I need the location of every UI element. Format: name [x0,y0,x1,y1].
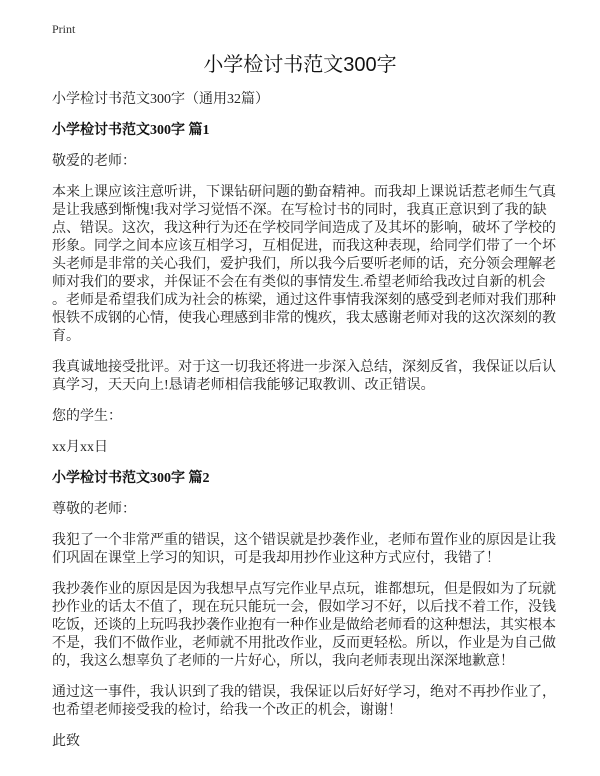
text-line: 是让我感到惭愧!我对学习觉悟不深。在写检讨书的同时，我真正意识到了我的缺 [52,203,547,218]
article-2-salutation: 尊敬的老师： [52,502,136,517]
text-line: 我抄袭作业的原因是因为我想早点写完作业早点玩，谁都想玩，但是假如为了玩就 [52,582,556,597]
text-line: 不是，我们不做作业，老师就不用批改作业，反而更轻松。所以，作业是为自己做 [52,636,556,651]
text-line: 形象。同学之间本应该互相学习，互相促进，而我这种表现，给同学们带了一个坏 [52,239,556,254]
text-line: 本来上课应该注意听讲，下课钻研问题的勤奋精神。而我却上课说话惹老师生气真 [52,185,556,200]
article-1-paragraph-2 [52,359,562,395]
text-line: 们巩固在课堂上学习的知识，可是我却用抄作业这种方式应付，我错了！ [52,551,500,566]
print-link[interactable]: Print [52,22,76,36]
text-line: 。老师是希望我们成为社会的栋梁，通过这件事情我深刻的感受到老师对我们那种 [52,293,556,308]
article-1-closing: 您的学生： [52,409,122,424]
text-line: 吃饭，还谈的上玩吗我抄袭作业抱有一种作业是做给老师看的这种想法，其实根本 [52,618,556,633]
document-page [52,20,562,764]
text-line: 抄作业的话太不值了，现在玩只能玩一会，假如学习不好，以后找不着工作，没钱 [52,600,556,615]
article-2-heading: 小学检讨书范文300字 篇2 [52,471,210,486]
text-line: 通过这一事件，我认识到了我的错误，我保证以后好好学习，绝对不再抄作业了， [52,685,556,700]
text-line: 育。 [52,329,80,344]
article-2-paragraph-1 [52,532,562,568]
article-2-paragraph-2 [52,581,562,671]
text-line: 我真诚地接受批评。对于这一切我还将进一步深入总结，深刻反省，我保证以后认 [52,360,556,375]
document-title: 小学检讨书范文300字 [203,54,397,76]
text-line: 头老师是非常的关心我们，爱护我们，所以我今后要听老师的话，充分领会理解老 [52,257,556,272]
text-line: 我犯了一个非常严重的错误，这个错误就是抄袭作业，老师布置作业的原因是让我 [52,533,556,548]
text-line: 点、错误。这次，我这种行为还在学校同学间造成了及其坏的影响，破坏了学校的 [52,221,556,236]
text-line: 的，我这么想辜负了老师的一片好心，所以，我向老师表现出深深地歉意！ [52,654,514,669]
text-line: 也希望老师接受我的检讨，给我一个改正的机会，谢谢！ [52,703,402,718]
article-1-salutation: 敬爱的老师： [52,154,136,169]
article-1-date: xx月xx日 [52,440,108,455]
article-1-heading: 小学检讨书范文300字 篇1 [52,123,210,138]
article-2-paragraph-3 [52,684,562,720]
article-1-paragraph-1 [52,184,562,346]
document-subtitle: 小学检讨书范文300字（通用32篇） [52,92,269,107]
text-line: 真学习，天天向上!恳请老师相信我能够记取教训、改正错误。 [52,378,435,393]
text-line: 恨铁不成钢的心情，使我心理感到非常的愧疚，我太感谢老师对我的这次深刻的教 [52,311,556,326]
text-line: 师对我们的要求，并保证不会在有类似的事情发生.希望老师给我改过自新的机会 [52,275,546,290]
article-2-closing: 此致 [52,734,80,749]
